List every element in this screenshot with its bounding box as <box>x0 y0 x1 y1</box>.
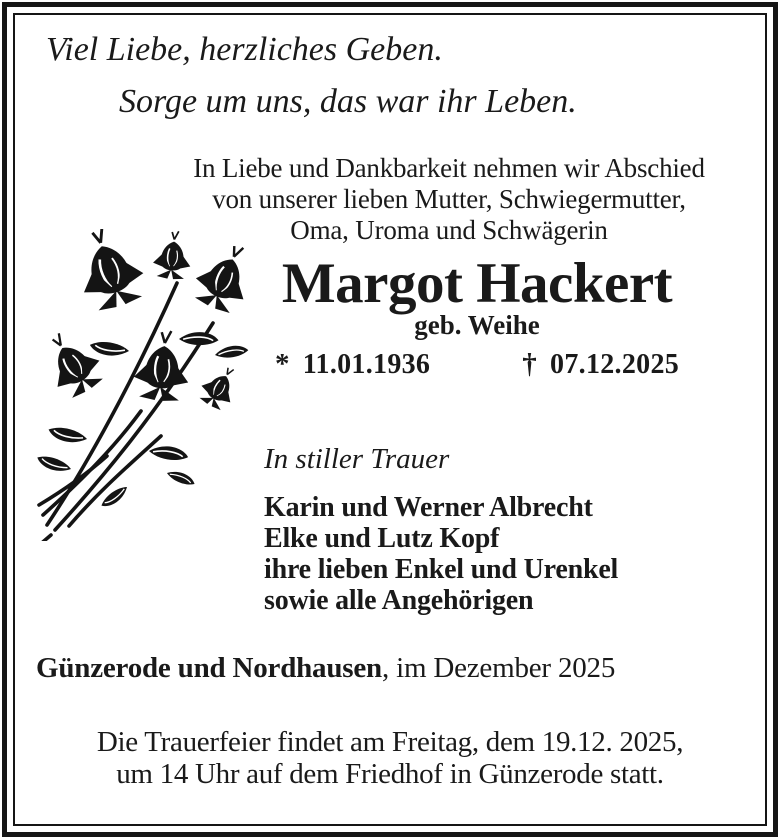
intro-line: von unserer lieben Mutter, Schwiegermutter, <box>212 184 686 214</box>
funeral-line: Die Trauerfeier findet am Freitag, dem 19.12. 2025, <box>96 726 684 758</box>
died-cross-icon: † <box>522 348 538 380</box>
life-dates <box>181 348 773 381</box>
mourner-line: Karin und Werner Albrecht <box>264 492 593 523</box>
mourner-line: sowie alle Angehörigen <box>264 585 534 616</box>
intro-line: In Liebe und Dankbarkeit nehmen wir Abschied <box>193 153 705 183</box>
place-date-suffix: , im Dezember 2025 <box>381 652 616 684</box>
place-date-line <box>36 652 615 685</box>
death-date-group <box>522 348 679 381</box>
mourners-list <box>264 492 618 616</box>
born-star-icon: * <box>274 348 290 380</box>
mourner-line: Elke und Lutz Kopf <box>264 523 500 554</box>
mourner-line: ihre lieben Enkel und Urenkel <box>264 554 619 585</box>
mourning-heading: In stiller Trauer <box>264 443 450 475</box>
deceased-name: Margot Hackert <box>281 252 673 315</box>
verse-line-2: Sorge um uns, das war ihr Leben. <box>119 83 577 120</box>
birth-date-group <box>275 348 430 381</box>
verse-line-1: Viel Liebe, herzliches Geben. <box>46 31 443 68</box>
deceased-block <box>181 254 773 381</box>
place-names: Günzerode und Nordhausen <box>36 652 382 684</box>
inner-border <box>13 13 767 826</box>
death-date: 07.12.2025 <box>550 349 680 380</box>
intro-line: Oma, Uroma und Schwägerin <box>290 215 608 245</box>
maiden-name: geb. Weihe <box>414 310 540 340</box>
funeral-info <box>15 726 765 790</box>
funeral-line: um 14 Uhr auf dem Friedhof in Günzerode statt. <box>116 758 664 790</box>
birth-date: 11.01.1936 <box>302 349 431 380</box>
outer-border <box>2 2 778 837</box>
